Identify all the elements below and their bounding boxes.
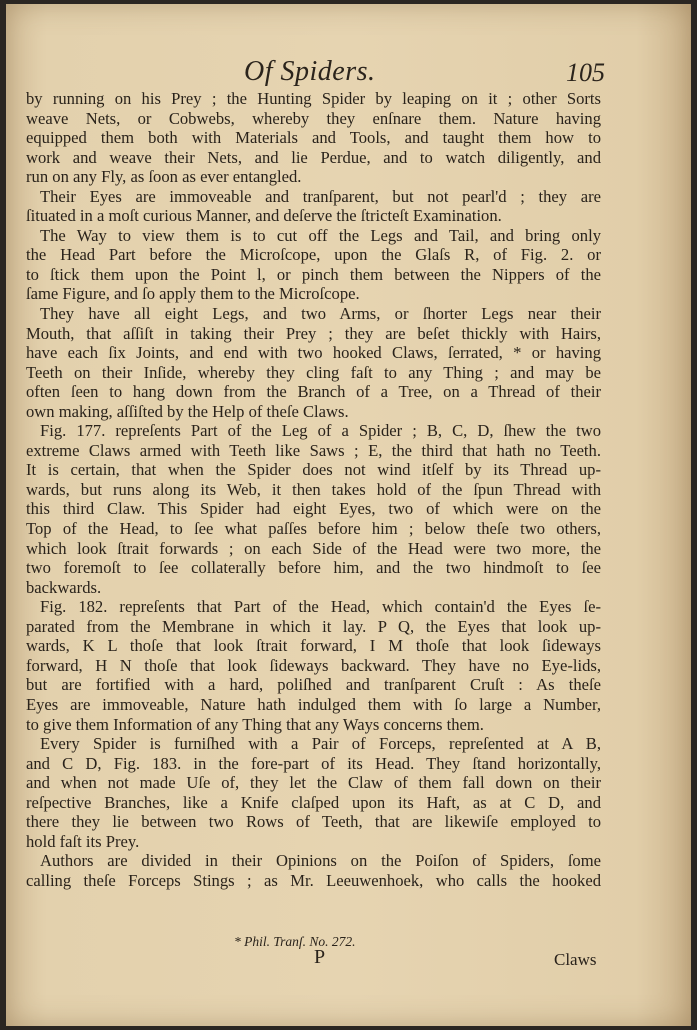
text-line: but are fortified with a hard, poliſhed and tranſparent Cruſt : As theſe <box>26 675 601 695</box>
signature-mark: P <box>314 946 326 968</box>
text-line: extreme Claws armed with Teeth like Saws ; E, the third that hath no Teeth. <box>26 440 601 460</box>
text-line: Their Eyes are immoveable and tranſparent, but not pearl'd ; they are <box>40 186 601 206</box>
text-line: which look ſtrait forwards ; on each Side of the Head were two more, the <box>26 538 601 558</box>
text-line: Fig. 177. repreſents Part of the Leg of a Spider ; B, C, D, ſhew the two <box>40 421 601 441</box>
book-page <box>6 4 691 1026</box>
text-line: They have all eight Legs, and two Arms, or ſhorter Legs near their <box>40 304 601 324</box>
text-line: have each ſix Joints, and end with two hooked Claws, ſerrated, * or having <box>26 343 601 363</box>
text-line: The Way to view them is to cut off the Legs and Tail, and bring only <box>40 225 601 245</box>
text-line: equipped them both with Materials and Tools, and taught them how to <box>26 128 601 148</box>
text-line: Authors are divided in their Opinions on the Poiſon of Spiders, ſome <box>40 851 601 871</box>
text-line: two foremoſt to ſee collaterally before him, and the two hindmoſt to ſee <box>26 558 601 578</box>
text-line: Top of the Head, to ſee what paſſes before him ; below theſe two others, <box>26 519 601 539</box>
text-line: parated from the Membrane in which it lay. P Q, the Eyes that look up- <box>26 616 601 636</box>
text-line: Fig. 182. repreſents that Part of the Head, which contain'd the Eyes ſe- <box>40 597 601 617</box>
text-line: Every Spider is furniſhed with a Pair of Forceps, repreſented at A B, <box>40 734 601 754</box>
text-line: the Head Part before the Microſcope, upon the Glaſs R, of Fig. 2. or <box>26 245 601 265</box>
text-line: Teeth on their Inſide, whereby they cling faſt to any Thing ; and may be <box>26 362 601 382</box>
text-line: this third Claw. This Spider had eight Eyes, two of which were on the <box>26 499 601 519</box>
text-line: ſituated in a moſt curious Manner, and deſerve the ſtricteſt Examination. <box>26 206 502 226</box>
text-line: Eyes are immoveable, Nature hath indulged them with ſo large a Number, <box>26 694 601 714</box>
text-line: calling theſe Forceps Stings ; as Mr. Leeuwenhoek, who calls the hooked <box>26 870 601 890</box>
text-line: reſpective Branches, like a Knife claſped upon its Haft, as at C D, and <box>26 792 601 812</box>
text-line: hold faſt its Prey. <box>26 831 140 851</box>
body-text <box>26 89 601 890</box>
footnote: * Phil. Tranſ. No. 272. <box>234 934 356 949</box>
text-line: Mouth, that aſſiſt in taking their Prey ; they are beſet thickly with Hairs, <box>26 323 601 343</box>
text-line: to give them Information of any Thing that any Ways concerns them. <box>26 714 484 734</box>
text-line: forward, H N thoſe that look ſideways backward. They have no Eye-lids, <box>26 655 601 675</box>
text-line: backwards. <box>26 577 102 597</box>
text-line: ſame Figure, and ſo apply them to the Microſcope. <box>26 284 360 304</box>
text-line: run on any Fly, as ſoon as ever entangled. <box>26 167 302 187</box>
text-line: there they lie between two Rows of Teeth, that are likewiſe employed to <box>26 812 601 832</box>
page-number: 105 <box>566 58 605 87</box>
text-line: and when not made Uſe of, they let the Claw of them fall down on their <box>26 773 601 793</box>
text-line: often ſeen to hang down from the Branch of a Tree, on a Thread of their <box>26 382 601 402</box>
text-line: weave Nets, or Cobwebs, whereby they enſnare them. Nature having <box>26 108 601 128</box>
text-line: wards, K L thoſe that look ſtrait forward, I M thoſe that look ſideways <box>26 636 601 656</box>
text-line: by running on his Prey ; the Hunting Spider by leaping on it ; other Sorts <box>26 89 601 108</box>
text-line: work and weave their Nets, and lie Perdue, and to watch diligently, and <box>26 147 601 167</box>
catchword: Claws <box>554 950 597 969</box>
running-head: Of Spiders. <box>244 56 376 87</box>
text-line: wards, but runs along its Web, it then takes hold of the ſpun Thread with <box>26 479 601 499</box>
text-line: to ſtick them upon the Point l, or pinch them between the Nippers of the <box>26 264 601 284</box>
text-line: own making, aſſiſted by the Help of theſe Claws. <box>26 401 349 421</box>
text-line: It is certain, that when the Spider does not wind itſelf by its Thread up- <box>26 460 601 480</box>
text-line: and C D, Fig. 183. in the fore-part of its Head. They ſtand horizontally, <box>26 753 601 773</box>
